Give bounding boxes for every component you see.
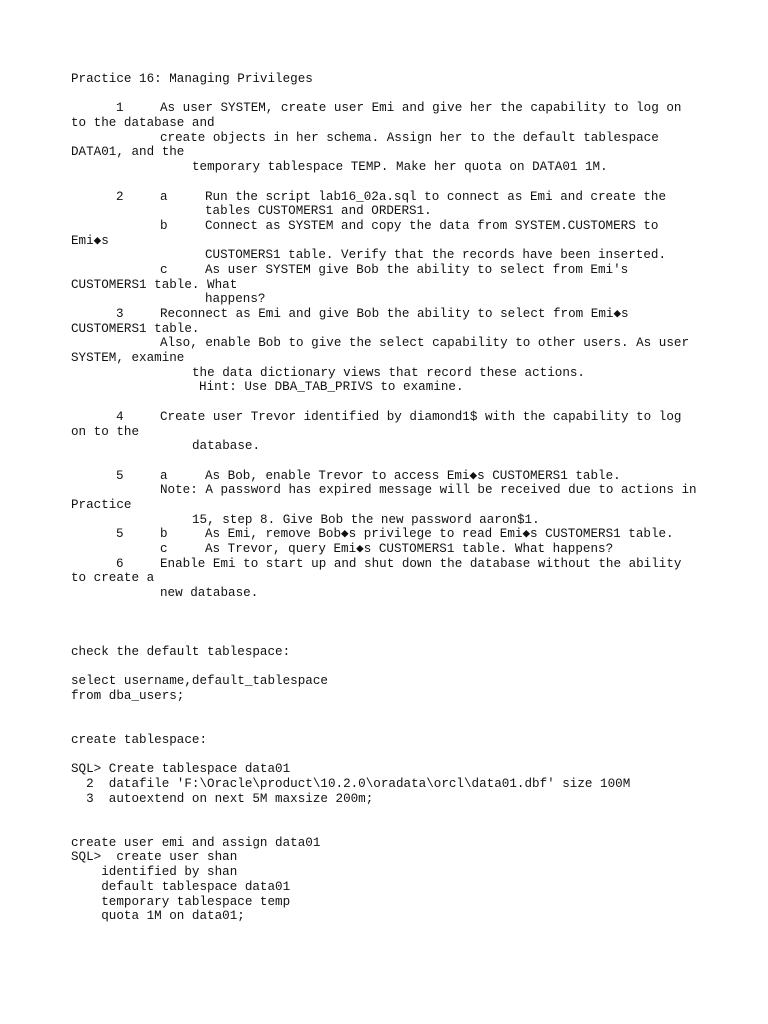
sql-user-line-1: SQL> create user shan [71,850,238,865]
spacer [71,748,731,763]
check-tablespace-heading: check the default tablespace: [71,644,291,659]
item-3-line-2: CUSTOMERS1 table. [71,321,200,336]
item-5b-text: As Emi, remove Bob◆s privilege to read Emi◆s CUSTOMERS1 table. [205,527,674,542]
item-3-line-1 [71,307,731,322]
item-2b-letter: b [160,218,168,233]
item-6-number: 6 [116,556,124,571]
item-1-text: As user SYSTEM, create user Emi and give her the capability to log on [160,101,682,116]
spacer [71,718,731,733]
item-1-line-1 [71,101,731,116]
item-6-line-3: new database. [160,586,259,601]
item-5b-letter: b [160,527,168,542]
sql-tablespace-line-2: 2 datafile 'F:\Oracle\product\10.2.0\oradata\orcl\data01.dbf' size 100M [71,777,631,791]
item-3-text: Reconnect as Emi and give Bob the ability to select from Emi◆s [160,307,629,321]
item-2a-line-2: tables CUSTOMERS1 and ORDERS1. [205,204,432,219]
item-1-line-3: create objects in her schema. Assign her to the default tablespace [160,130,659,145]
item-5a-letter: a [160,468,168,483]
spacer [71,660,731,675]
spacer [71,704,731,719]
item-2b-line-3: CUSTOMERS1 table. Verify that the records have been inserted. [205,248,667,263]
sql-tablespace-line-3: 3 autoextend on next 5M maxsize 200m; [71,791,374,806]
item-4-line-2: on to the [71,424,140,439]
item-3-number: 3 [116,307,124,321]
sql-user-line-3: default tablespace data01 [71,879,291,894]
item-1-line-4: DATA01, and the [71,145,185,160]
create-user-heading: create user emi and assign data01 [71,835,321,850]
item-2b-line-1 [71,219,731,234]
item-6-line-2: to create a [71,571,155,586]
spacer [71,806,731,821]
item-6-line-1 [71,557,731,572]
spacer [71,395,731,410]
item-6-text: Enable Emi to start up and shut down the database without the ability [160,556,682,571]
document-body [71,72,731,924]
item-5c-line-1 [71,542,731,557]
item-5-note-line-3: 15, step 8. Give Bob the new password aaron$1. [192,512,540,527]
item-1-line-5: temporary tablespace TEMP. Make her quota on DATA01 1M. [192,160,608,175]
query-line-2: from dba_users; [71,688,185,703]
item-5b-number: 5 [116,527,124,542]
spacer [71,630,731,645]
item-5-note-line-1: Note: A password has expired message will be received due to actions in [160,483,697,498]
create-tablespace-heading: create tablespace: [71,732,208,747]
item-5a-line-1 [71,469,731,484]
item-3-hint: Hint: Use DBA_TAB_PRIVS to examine. [199,380,464,395]
item-3-line-3: Also, enable Bob to give the select capability to other users. As user [160,336,690,351]
spacer [71,601,731,616]
item-5-number: 5 [116,468,124,483]
item-2c-line-1 [71,263,731,278]
item-2a-line-1 [71,190,731,205]
spacer [71,454,731,469]
item-4-text: Create user Trevor identified by diamond1$ with the capability to log [160,409,682,424]
item-3-line-4: SYSTEM, examine [71,351,185,366]
item-2c-text: As user SYSTEM give Bob the ability to select from Emi's [205,262,629,277]
item-2b-text: Connect as SYSTEM and copy the data from SYSTEM.CUSTOMERS to [205,218,659,233]
spacer [71,615,731,630]
item-5b-line-1 [71,527,731,542]
item-5c-letter: c [160,542,168,556]
spacer [71,175,731,190]
sql-user-line-2: identified by shan [71,865,238,880]
item-1-line-2: to the database and [71,116,215,131]
item-5-note-line-2: Practice [71,497,132,512]
item-3-line-5: the data dictionary views that record these actions. [192,365,585,380]
item-4-number: 4 [116,409,124,424]
item-4-line-3: database. [192,439,261,454]
sql-tablespace-line-1: SQL> Create tablespace data01 [71,762,291,777]
item-2c-line-3: happens? [205,292,266,307]
item-5c-text: As Trevor, query Emi◆s CUSTOMERS1 table. What happens? [205,542,614,556]
spacer [71,87,731,102]
item-4-line-1 [71,410,731,425]
query-line-1: select username,default_tablespace [71,674,328,689]
item-2-number: 2 [116,189,124,204]
item-2a-text: Run the script lab16_02a.sql to connect as Emi and create the [205,189,667,204]
item-1-number: 1 [116,101,124,116]
sql-user-line-5: quota 1M on data01; [71,909,245,924]
item-2c-line-2: CUSTOMERS1 table. What [71,277,238,292]
item-2b-line-2: Emi◆s [71,233,109,248]
spacer [71,821,731,836]
item-2c-letter: c [160,262,168,277]
item-2a-letter: a [160,189,168,204]
sql-user-line-4: temporary tablespace temp [71,894,291,909]
item-5a-text: As Bob, enable Trevor to access Emi◆s CUSTOMERS1 table. [205,468,621,483]
page-title: Practice 16: Managing Privileges [71,72,313,86]
